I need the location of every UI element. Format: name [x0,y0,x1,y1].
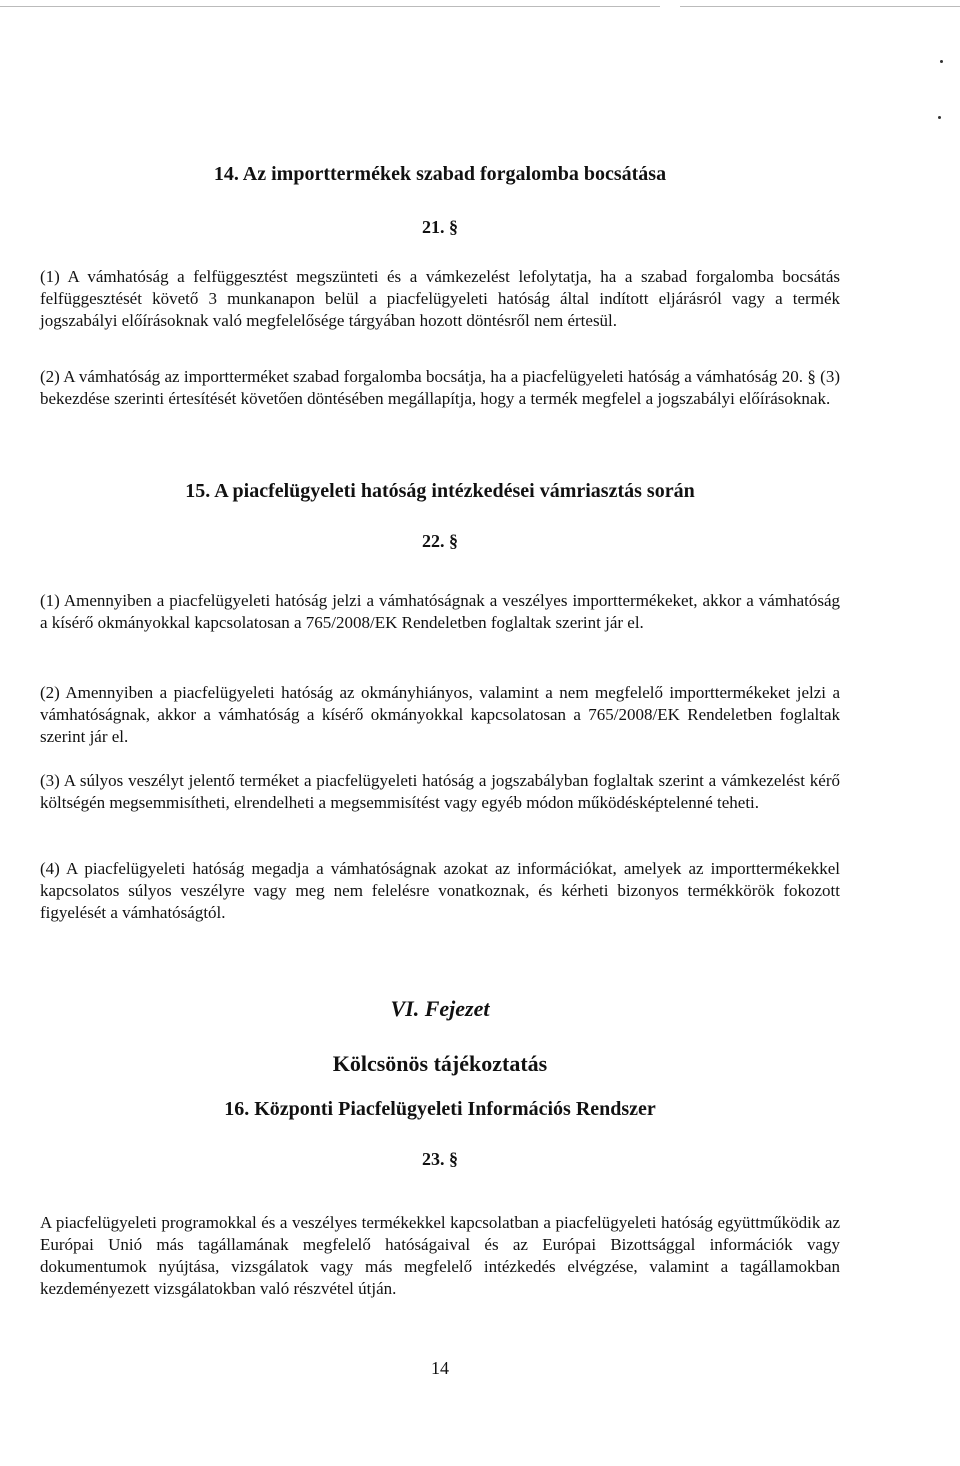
scan-edge-line [0,6,660,7]
chapter-number: VI. Fejezet [390,996,490,1021]
section-heading: 14. Az importtermékek szabad forgalomba bocsátása [213,163,667,185]
paragraph: (2) Amennyiben a piacfelügyeleti hatóság az okmányhiányos, valamint a nem megfelelő importtermékeket jelzi a vámhatóságnak, akkor a vámhatóság a kísérő okmányokkal kapcsolatosan a 765/2008/EK Rendeletben foglaltak szerint jár el. [40,683,840,746]
scan-speck [938,116,941,119]
paragraph: (2) A vámhatóság az importterméket szabad forgalomba bocsátja, ha a piacfelügyeleti hatóság a vámhatóság 20. § (3) bekezdése szerinti értesítését követően döntésében megállapítja, hogy a termék megfelel a jogszabályi előírásoknak. [40,367,840,408]
paragraph: (4) A piacfelügyeleti hatóság megadja a vámhatóságnak azokat az információkat, amelyek az importtermékekkel kapcsolatos súlyos veszélyre vagy meg nem felelésre vonatkoznak, és kérheti bizonyos termékkörök fokozott figyelését a vámhatóságtól. [40,859,840,922]
section-heading: 15. A piacfelügyeleti hatóság intézkedései vámriasztás során [185,480,695,502]
chapter-title: Kölcsönös tájékoztatás [332,1051,548,1076]
section-heading: 16. Központi Piacfelügyeleti Információs Rendszer [224,1098,656,1120]
paragraph-label: 21. § [422,217,458,237]
paragraph-label: 23. § [422,1149,458,1169]
paragraph: (1) A vámhatóság a felfüggesztést megszünteti és a vámkezelést lefolytatja, ha a szabad forgalomba bocsátás felfüggesztését követő 3 munkanapon belül a piacfelügyeleti hatóság által indított eljárásról vagy a termék jogszabályi előírásoknak való megfelelősége tárgyában hozott döntésről nem értesül. [40,267,840,330]
paragraph-label: 22. § [422,531,458,551]
paragraph: A piacfelügyeleti programokkal és a veszélyes termékekkel kapcsolatban a piacfelügyeleti hatóság együttműködik az Európai Unió más tagállamának megfelelő hatóságaival és az Európai Bizottsággal információk vagy dokumentumok nyújtása, vizsgálatok vagy más megfelelő intézkedés elvégzése, valamint a tagállamokban kezdeményezett vizsgálatokban való részvétel útján. [40,1213,840,1298]
page-number: 14 [431,1358,449,1378]
scan-speck [940,60,943,63]
scan-edge-line [680,6,960,7]
paragraph: (3) A súlyos veszélyt jelentő terméket a piacfelügyeleti hatóság a jogszabályban foglaltak szerint a vámkezelést kérő költségén megsemmisítheti, elrendelheti a megsemmisítést vagy egyéb módon működésképtelenné teheti. [40,771,840,812]
paragraph: (1) Amennyiben a piacfelügyeleti hatóság jelzi a vámhatóságnak a veszélyes importtermékeket, akkor a vámhatóság a kísérő okmányokkal kapcsolatosan a 765/2008/EK Rendeletben foglaltak szerint jár el. [40,591,840,632]
